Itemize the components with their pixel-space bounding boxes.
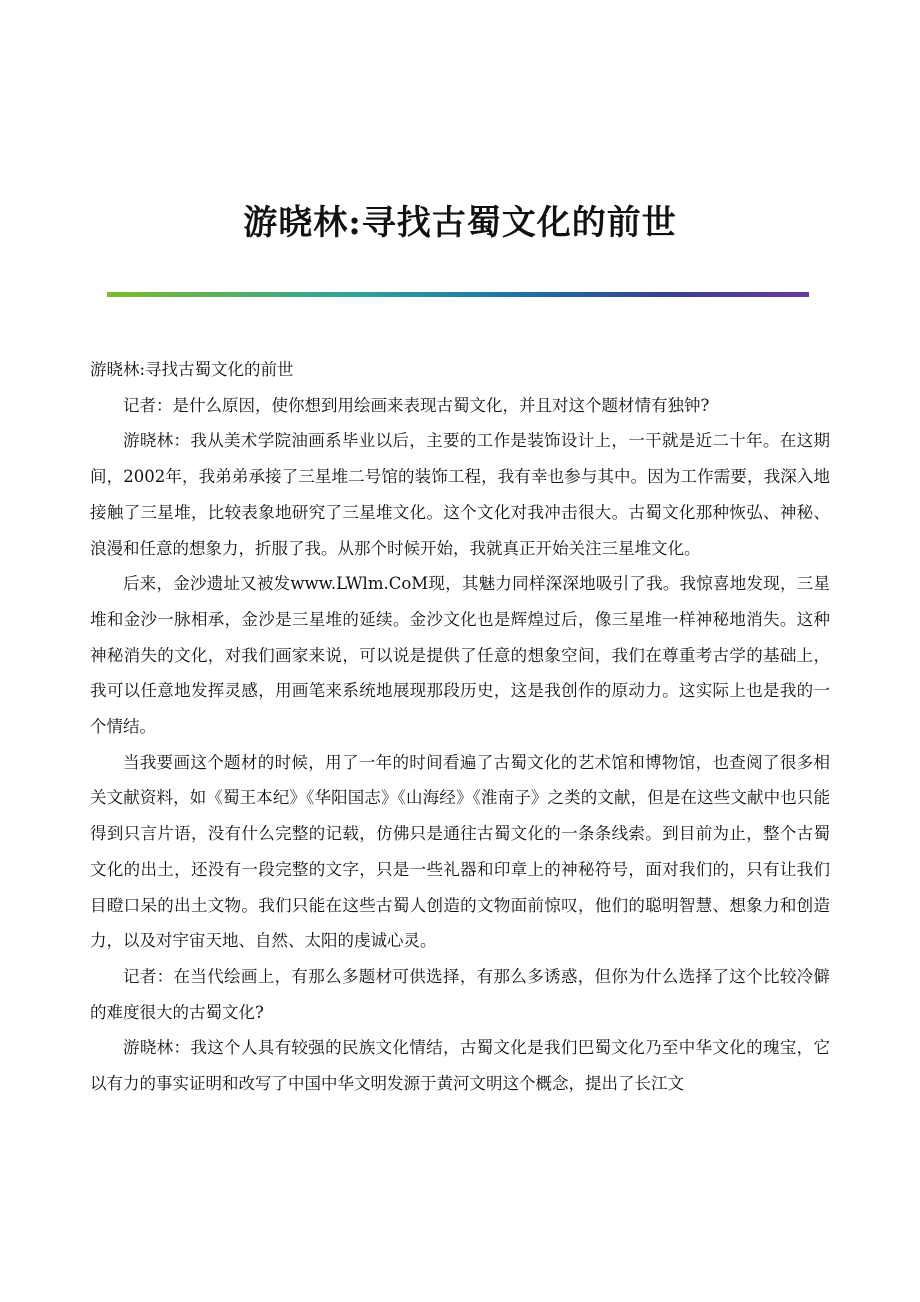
article-subtitle: 游晓林:寻找古蜀文化的前世: [90, 360, 294, 379]
paragraph: 游晓林：我这个人具有较强的民族文化情结，古蜀文化是我们巴蜀文化乃至中华文化的瑰宝，它以有力的事实证明和改写了中国中华文明发源于黄河文明这个概念，提出了长江文: [90, 1038, 830, 1094]
paragraph: 当我要画这个题材的时候，用了一年的时间看遍了古蜀文化的艺术馆和博物馆，也查阅了很多相关文献资料，如《蜀王本纪》《华阳国志》《山海经》《淮南子》之类的文献，但是在这些文献中也只能得到只言片语，没有什么完整的记载，仿佛只是通往古蜀文化的一条条线索。到目前为止，整个古蜀文化的出土，还没有一段完整的文字，只是一些礼器和印章上的神秘符号，面对我们的，只有让我们目瞪口呆的出土文物。我们只能在这些古蜀人创造的文物面前惊叹，他们的聪明智慧、想象力和创造力，以及对宇宙天地、自然、太阳的虔诚心灵。: [90, 752, 830, 951]
page-title: 游晓林:寻找古蜀文化的前世: [243, 202, 677, 243]
paragraph: 后来，金沙遗址又被发www.LWlm.CoM现，其魅力同样深深地吸引了我。我惊喜地发现，三星堆和金沙一脉相承，金沙是三星堆的延续。金沙文化也是辉煌过后，像三星堆一样神秘地消失。这种神秘消失的文化，对我们画家来说，可以说是提供了任意的想象空间，我们在尊重考古学的基础上，我可以任意地发挥灵感，用画笔来系统地展现那段历史，这是我创作的原动力。这实际上也是我的一个情结。: [90, 574, 830, 737]
paragraph: 记者：是什么原因，使你想到用绘画来表现古蜀文化，并且对这个题材情有独钟?: [123, 395, 710, 415]
title-divider: [107, 292, 809, 297]
paragraph: 游晓林：我从美术学院油画系毕业以后，主要的工作是装饰设计上，一干就是近二十年。在这期间，2002年，我弟弟承接了三星堆二号馆的装饰工程，我有幸也参与其中。因为工作需要，我深入地接触了三星堆，比较表象地研究了三星堆文化。这个文化对我冲击很大。古蜀文化那种恢弘、神秘、浪漫和任意的想象力，折服了我。从那个时候开始，我就真正开始关注三星堆文化。: [90, 431, 830, 558]
paragraph: 记者：在当代绘画上，有那么多题材可供选择，有那么多诱惑，但你为什么选择了这个比较冷僻的难度很大的古蜀文化?: [90, 966, 830, 1022]
article-body: [90, 352, 830, 1102]
